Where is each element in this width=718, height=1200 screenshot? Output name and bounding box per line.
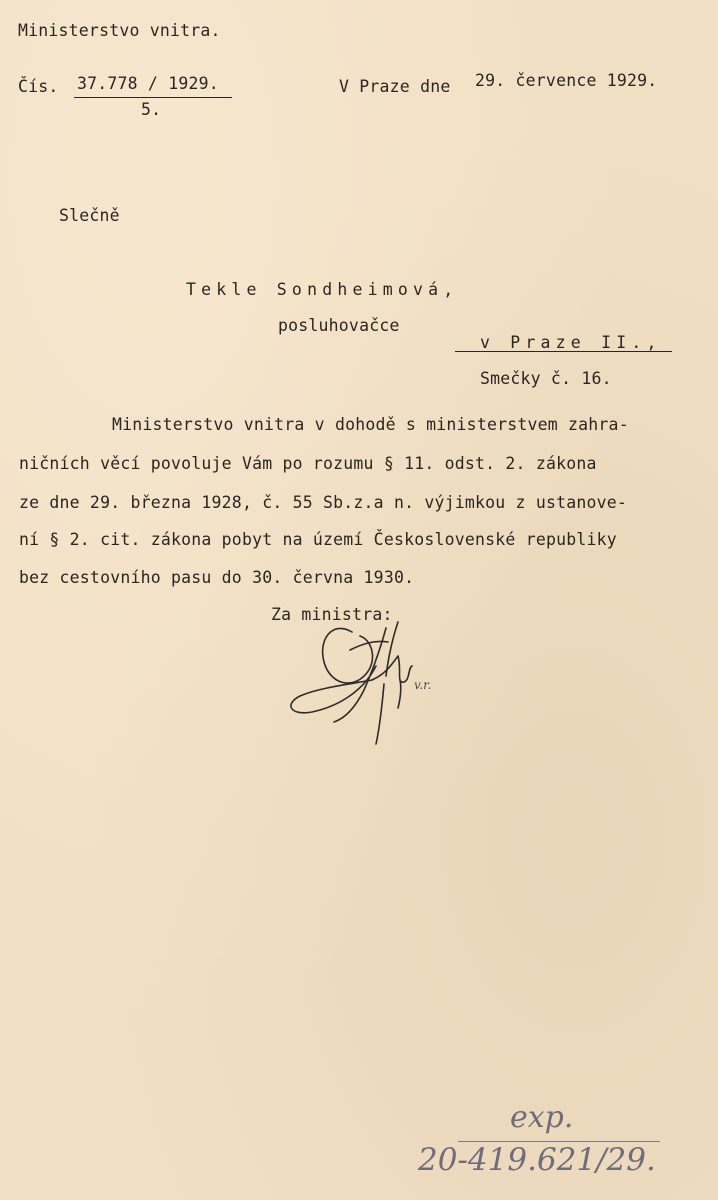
recipient-street: Smečky č. 16. <box>480 369 612 388</box>
handwritten-exp: exp. <box>510 1100 574 1135</box>
signature-note: v.r. <box>414 678 432 692</box>
salutation: Slečně <box>59 206 120 225</box>
reference-number: 37.778 / 1929. <box>77 74 219 93</box>
body-line: ze dne 29. března 1928, č. 55 Sb.z.a n. výjimkou z ustanove- <box>19 493 628 512</box>
recipient-name: Tekle Sondheimová, <box>186 280 459 299</box>
ministry-heading: Ministerstvo vnitra. <box>18 21 221 40</box>
recipient-city: v Praze II., <box>480 333 662 352</box>
place-date-prefix: V Praze dne <box>339 77 451 96</box>
handwritten-file-number: 20-419.621/29. <box>418 1142 656 1178</box>
body-line: ničních věcí povoluje Vám po rozumu § 11. odst. 2. zákona <box>19 454 597 473</box>
recipient-occupation: posluhovačce <box>278 316 400 335</box>
body-line: Ministerstvo vnitra v dohodě s ministerstvem zahra- <box>112 415 629 434</box>
for-minister: Za ministra: <box>271 605 393 624</box>
reference-sub-number: 5. <box>141 100 162 119</box>
reference-label: Čís. <box>18 77 59 96</box>
letter-date: 29. července 1929. <box>475 71 658 90</box>
body-line: bez cestovního pasu do 30. června 1930. <box>19 568 415 587</box>
body-line: ní § 2. cit. zákona pobyt na území Československé republiky <box>19 530 617 549</box>
